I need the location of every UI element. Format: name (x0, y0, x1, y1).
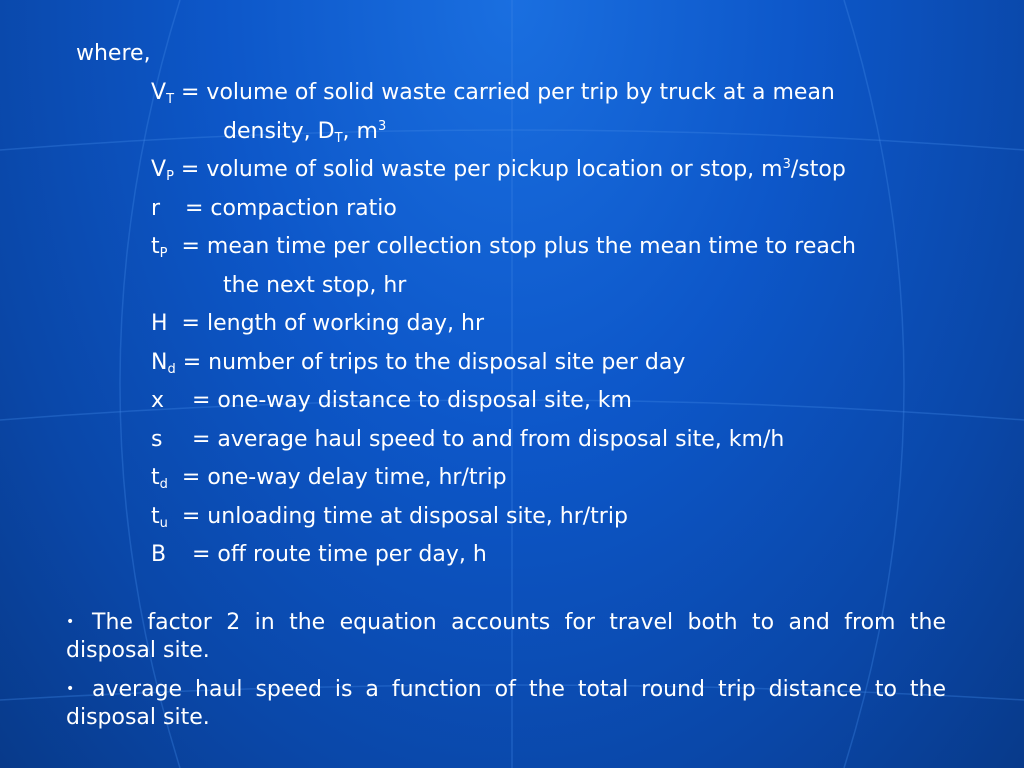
where-label: where, (76, 41, 151, 66)
definitions-list (151, 79, 856, 580)
def-nd: $N_d$ = number of trips to the disposal site per day (151, 349, 686, 377)
bullet-item: • average haul speed is a function of the total round trip distance to the disposal site. (66, 677, 946, 730)
def-vt-continuation: density, $D_T$, $m^3$ (223, 118, 387, 146)
def-td: $t_d = one-way$ delay time, hr/trip (151, 465, 507, 492)
bullet-dot-icon: • (66, 681, 75, 697)
def-h: H = length of working day, hr (151, 311, 484, 336)
bullet-dot-icon: • (66, 614, 75, 630)
def-tp-continuation: the next stop, hr (223, 272, 407, 298)
def-tu: $t_u$ = unloading time at disposal site, hr/trip (151, 503, 628, 531)
def-vt: $V_T$ = volume of solid waste carried per trip by truck at a mean (151, 80, 835, 107)
def-b: B = off route time per day, h (151, 542, 487, 567)
def-r: r = compaction ratio (151, 195, 397, 221)
def-s: s = average haul speed to and from disposal site, km/h (151, 426, 785, 452)
bullet-list (66, 608, 946, 742)
bullet-item: • The factor 2 in the equation accounts for travel both to and from the disposal site. (66, 610, 946, 663)
def-x: x = one-way distance to disposal site, km (151, 388, 632, 413)
def-tp: $t_P$ = mean time per collection stop plus the mean time to reach (151, 234, 856, 261)
def-vp: $V_P$ = volume of solid waste per pickup location or stop, $m^3$/stop (151, 157, 846, 184)
